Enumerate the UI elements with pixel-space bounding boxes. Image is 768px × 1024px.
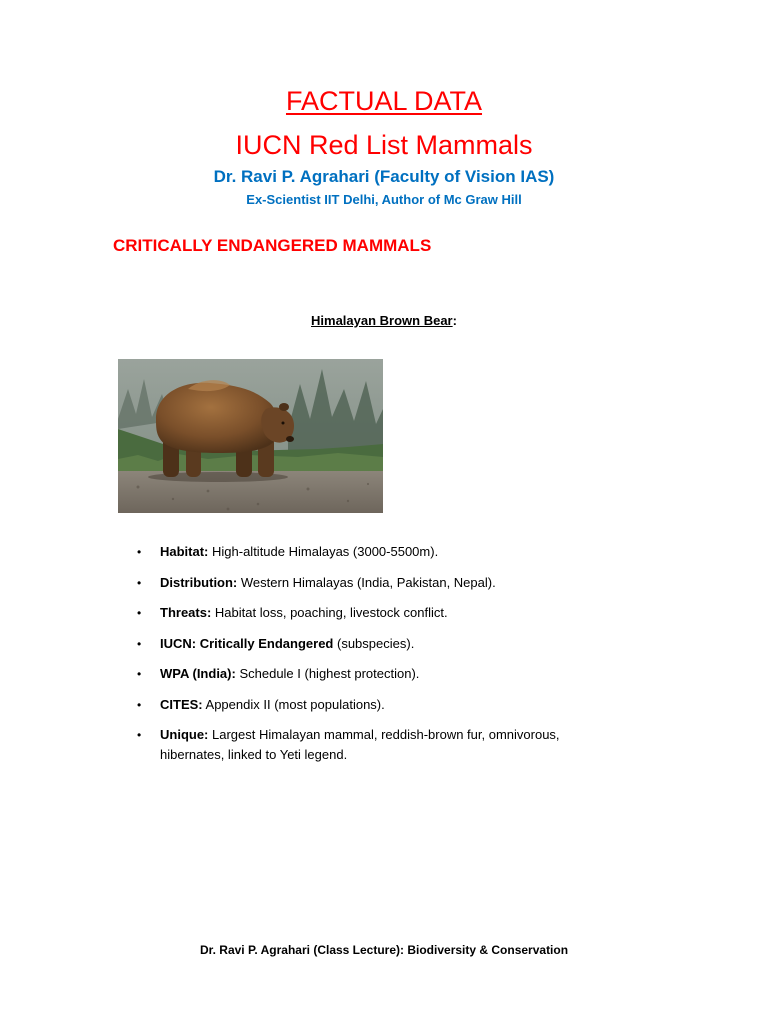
section-heading: CRITICALLY ENDANGERED MAMMALS	[113, 236, 432, 255]
fact-label: Distribution:	[160, 574, 238, 590]
bullet-icon: •	[137, 606, 142, 620]
list-item	[137, 542, 617, 562]
fact-text: Habitat loss, poaching, livestock conflict.	[214, 605, 448, 620]
species-name: Himalayan Brown Bear	[311, 313, 453, 328]
brown-bear-photo	[118, 359, 383, 513]
fact-label: WPA (India):	[160, 666, 236, 681]
list-item	[137, 695, 617, 715]
fact-text: Western Himalayas (India, Pakistan, Nepal).	[240, 574, 496, 590]
fact-text: Appendix II (most populations).	[205, 696, 385, 712]
fact-label: Habitat:	[160, 544, 209, 559]
page-subtitle: IUCN Red List Mammals	[235, 130, 533, 160]
bullet-icon: •	[137, 636, 142, 651]
page-title: FACTUAL DATA	[285, 86, 483, 116]
footer-note: Dr. Ravi P. Agrahari (Class Lecture): Biodiversity & Conservation	[199, 943, 569, 957]
fact-text: Largest Himalayan mammal, reddish-brown fur, omnivorous, hibernates, linked to Yeti legend.	[160, 727, 560, 762]
list-item	[137, 725, 617, 765]
fact-label: Threats:	[160, 605, 212, 620]
fact-text: High-altitude Himalayas (3000-5500m).	[212, 544, 439, 559]
bullet-icon: •	[137, 575, 142, 590]
list-item	[137, 664, 617, 684]
bullet-icon: •	[137, 728, 142, 742]
species-name-suffix: :	[452, 313, 457, 328]
species-heading	[0, 312, 768, 329]
bullet-icon: •	[137, 697, 142, 712]
author-line: Dr. Ravi P. Agrahari (Faculty of Vision IAS)	[213, 167, 555, 186]
author-credentials: Ex-Scientist IIT Delhi, Author of Mc Graw Hill	[246, 192, 522, 207]
list-item	[137, 634, 617, 654]
fact-label: CITES:	[160, 696, 203, 712]
list-item	[137, 573, 617, 593]
list-item	[137, 603, 617, 623]
bullet-icon: •	[137, 667, 142, 681]
bullet-icon: •	[137, 545, 142, 559]
fact-list	[137, 542, 617, 776]
fact-text: Schedule I (highest protection).	[239, 666, 420, 681]
fact-label: IUCN: Critically Endangered	[160, 635, 334, 651]
fact-text: (subspecies).	[337, 635, 415, 651]
fact-label: Unique:	[160, 727, 209, 742]
